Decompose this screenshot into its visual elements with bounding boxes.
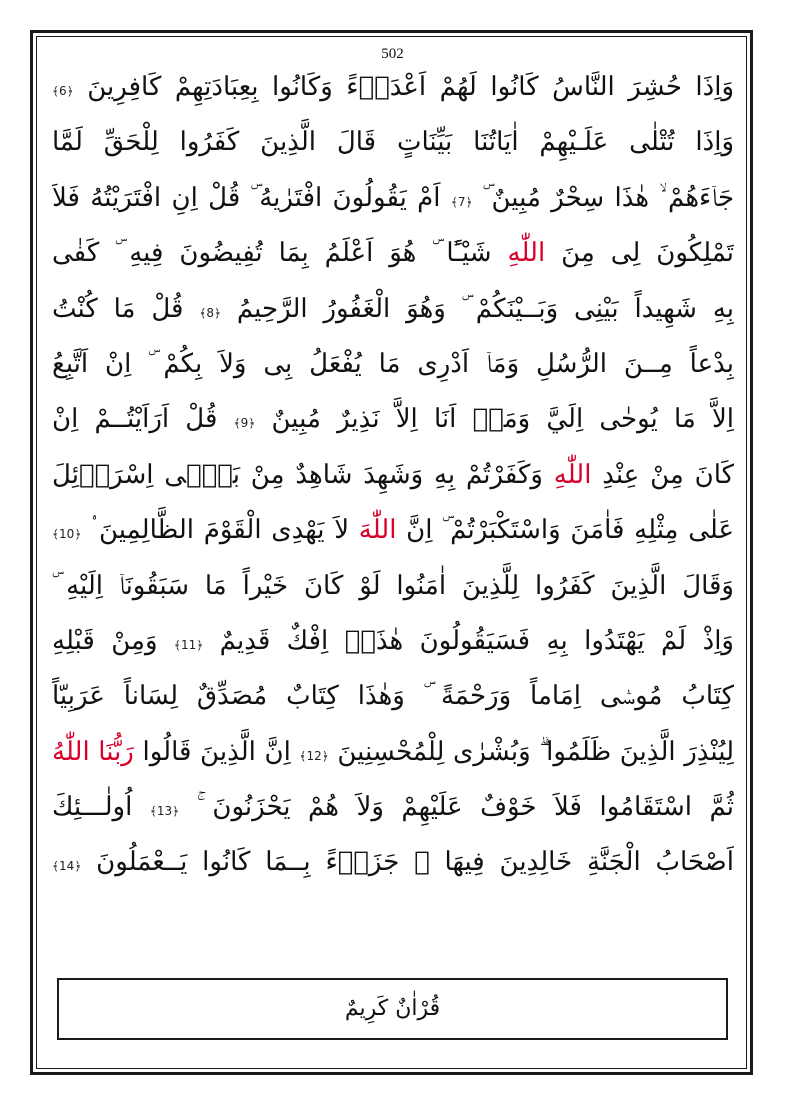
verse-text: عَلٰى مِثْلِهِ فَاٰمَنَ وَاسْتَكْبَرْتُمْ ۜ اِنَّ xyxy=(406,515,734,546)
verse-line xyxy=(52,171,734,226)
verse-text: لِيُنْذِرَ الَّذِينَ ظَلَمُوا ۗ وَبُشْرٰى لِلْمُحْسِنِينَ xyxy=(337,736,734,767)
verse-text: قُلْ اَرَاَيْتُــمْ اِنْ xyxy=(52,404,218,435)
verse-line xyxy=(52,60,734,115)
verse-number: ﴿13﴾ xyxy=(149,804,180,819)
verse-text: اُولٰـــئِكَ xyxy=(52,792,133,823)
verse-number: ﴿11﴾ xyxy=(173,637,204,652)
verse-line xyxy=(52,448,734,503)
verse-number: ﴿6﴾ xyxy=(52,84,74,98)
verse-text: تَمْلِكُونَ لِى مِنَ xyxy=(561,238,734,269)
verse-text: شَيْـًٔا ۜ هُوَ اَعْلَمُ بِمَا تُفِيضُونَ فِيهِ ۜ كَفٰى xyxy=(52,238,492,269)
verse-number: ﴿8﴾ xyxy=(199,305,222,320)
verse-number: ﴿7﴾ xyxy=(450,194,473,209)
verse-text: وَاِذَا حُشِرَ النَّاسُ كَانُوا لَهُمْ اَعْدَاۤءً وَكَانُوا بِعِبَادَتِهِمْ كَافِرِينَ xyxy=(87,72,734,102)
verse-number: ﴿9﴾ xyxy=(233,416,256,431)
verse-text: لاَ يَهْدِى الْقَوْمَ الظَّالِمِينَ ۟ xyxy=(91,515,350,546)
verse-line xyxy=(52,337,734,392)
verse-text: كَانَ مِنْ عِنْدِ xyxy=(602,459,734,490)
verse-text: بِدْعاً مِــنَ الرُّسُلِ وَمَاۤ اَدْرِى مَا يُفْعَلُ بِى وَلاَ بِكُمْ ۜ اِنْ اَتَّبِعُ xyxy=(52,348,734,379)
verse-text: ثُمَّ اسْتَقَامُوا فَلاَ خَوْفٌ عَلَيْهِمْ وَلاَ هُمْ يَحْزَنُونَ ۚ xyxy=(196,792,734,823)
verse-text: اِلاَّ مَا يُوحٰى اِلَيَّ وَمَاۤ اَنَا اِلاَّ نَذِيرٌ مُبِينٌ xyxy=(271,404,734,435)
verse-line xyxy=(52,226,734,281)
verse-text: بِهِ شَهِيداً بَيْنِى وَبَــيْنَكُمْ ۜ وَهُوَ الْغَفُورُ الرَّحِيمُ xyxy=(236,293,734,324)
verse-text: اَصْحَابُ الْجَنَّةِ خَالِدِينَ فِيهَا ۚ جَزَاۤءً بِــمَا كَانُوا يَــعْمَلُونَ xyxy=(96,847,734,878)
verse-line xyxy=(52,725,734,780)
verse-text: وَاِذْ لَمْ يَهْتَدُوا بِهِ فَسَيَقُولُونَ هٰذَاۤ اِفْكٌ قَدِيمٌ xyxy=(219,625,734,656)
verse-line xyxy=(52,780,734,835)
page-number: 502 xyxy=(381,46,404,62)
verse-text: وَكَفَرْتُمْ بِهِ وَشَهِدَ شَاهِدٌ مِنْ بَنِۤى اِسْرَاۤئِلَ xyxy=(52,459,543,490)
verse-line xyxy=(52,392,734,447)
verse-line xyxy=(52,669,734,724)
verse-text: اَمْ يَقُولُونَ افْتَرٰيهُ ۜ قُلْ اِنِ افْتَرَيْتُهُ فَلاَ xyxy=(52,182,441,213)
verse-number: ﴿10﴾ xyxy=(52,527,82,542)
divine-name: اللّٰهِ xyxy=(507,238,546,269)
verse-line xyxy=(52,614,734,669)
footer-title: قُرْاٰنٌ كَرِيمٌ xyxy=(57,978,728,1040)
verse-text: كِتَابُ مُوسٰۤى اِمَاماً وَرَحْمَةً ۜ وَهٰذَا كِتَابٌ مُصَدِّقٌ لِسَاناً عَرَبِيّاً xyxy=(52,681,734,712)
verse-line xyxy=(52,835,734,890)
verse-number: ﴿12﴾ xyxy=(299,748,329,763)
verse-number: ﴿14﴾ xyxy=(52,859,82,874)
verse-text: اِنَّ الَّذِينَ قَالُوا xyxy=(142,736,291,767)
verse-text: قُلْ مَا كُنْتُ xyxy=(52,293,184,324)
divine-name: اللّٰهَ xyxy=(358,515,397,546)
divine-name: اللّٰهِ xyxy=(553,459,592,490)
verse-text: وَقَالَ الَّذِينَ كَفَرُوا لِلَّذِينَ اٰمَنُوا لَوْ كَانَ خَيْراً مَا سَبَقُونَاۤ اِلَيْهِ ۜ xyxy=(52,570,734,601)
verse-line xyxy=(52,503,734,558)
quran-text-block xyxy=(52,60,734,891)
verse-line xyxy=(52,115,734,170)
verse-line xyxy=(52,282,734,337)
verse-line xyxy=(52,559,734,614)
verse-text: وَمِنْ قَبْلِهِ xyxy=(52,625,158,656)
verse-text: وَاِذَا تُتْلٰى عَلَـيْهِمْ اٰيَاتُنَا بَيِّنَاتٍ قَالَ الَّذِينَ كَفَرُوا لِلْحَقِّ لَمَّا xyxy=(52,127,734,158)
divine-name: رَبُّنَا اللّٰهُ xyxy=(52,736,134,767)
verse-text: جَاۤءَهُمْ ۙ هٰذَا سِحْرٌ مُبِينٌ ۜ xyxy=(482,182,734,213)
